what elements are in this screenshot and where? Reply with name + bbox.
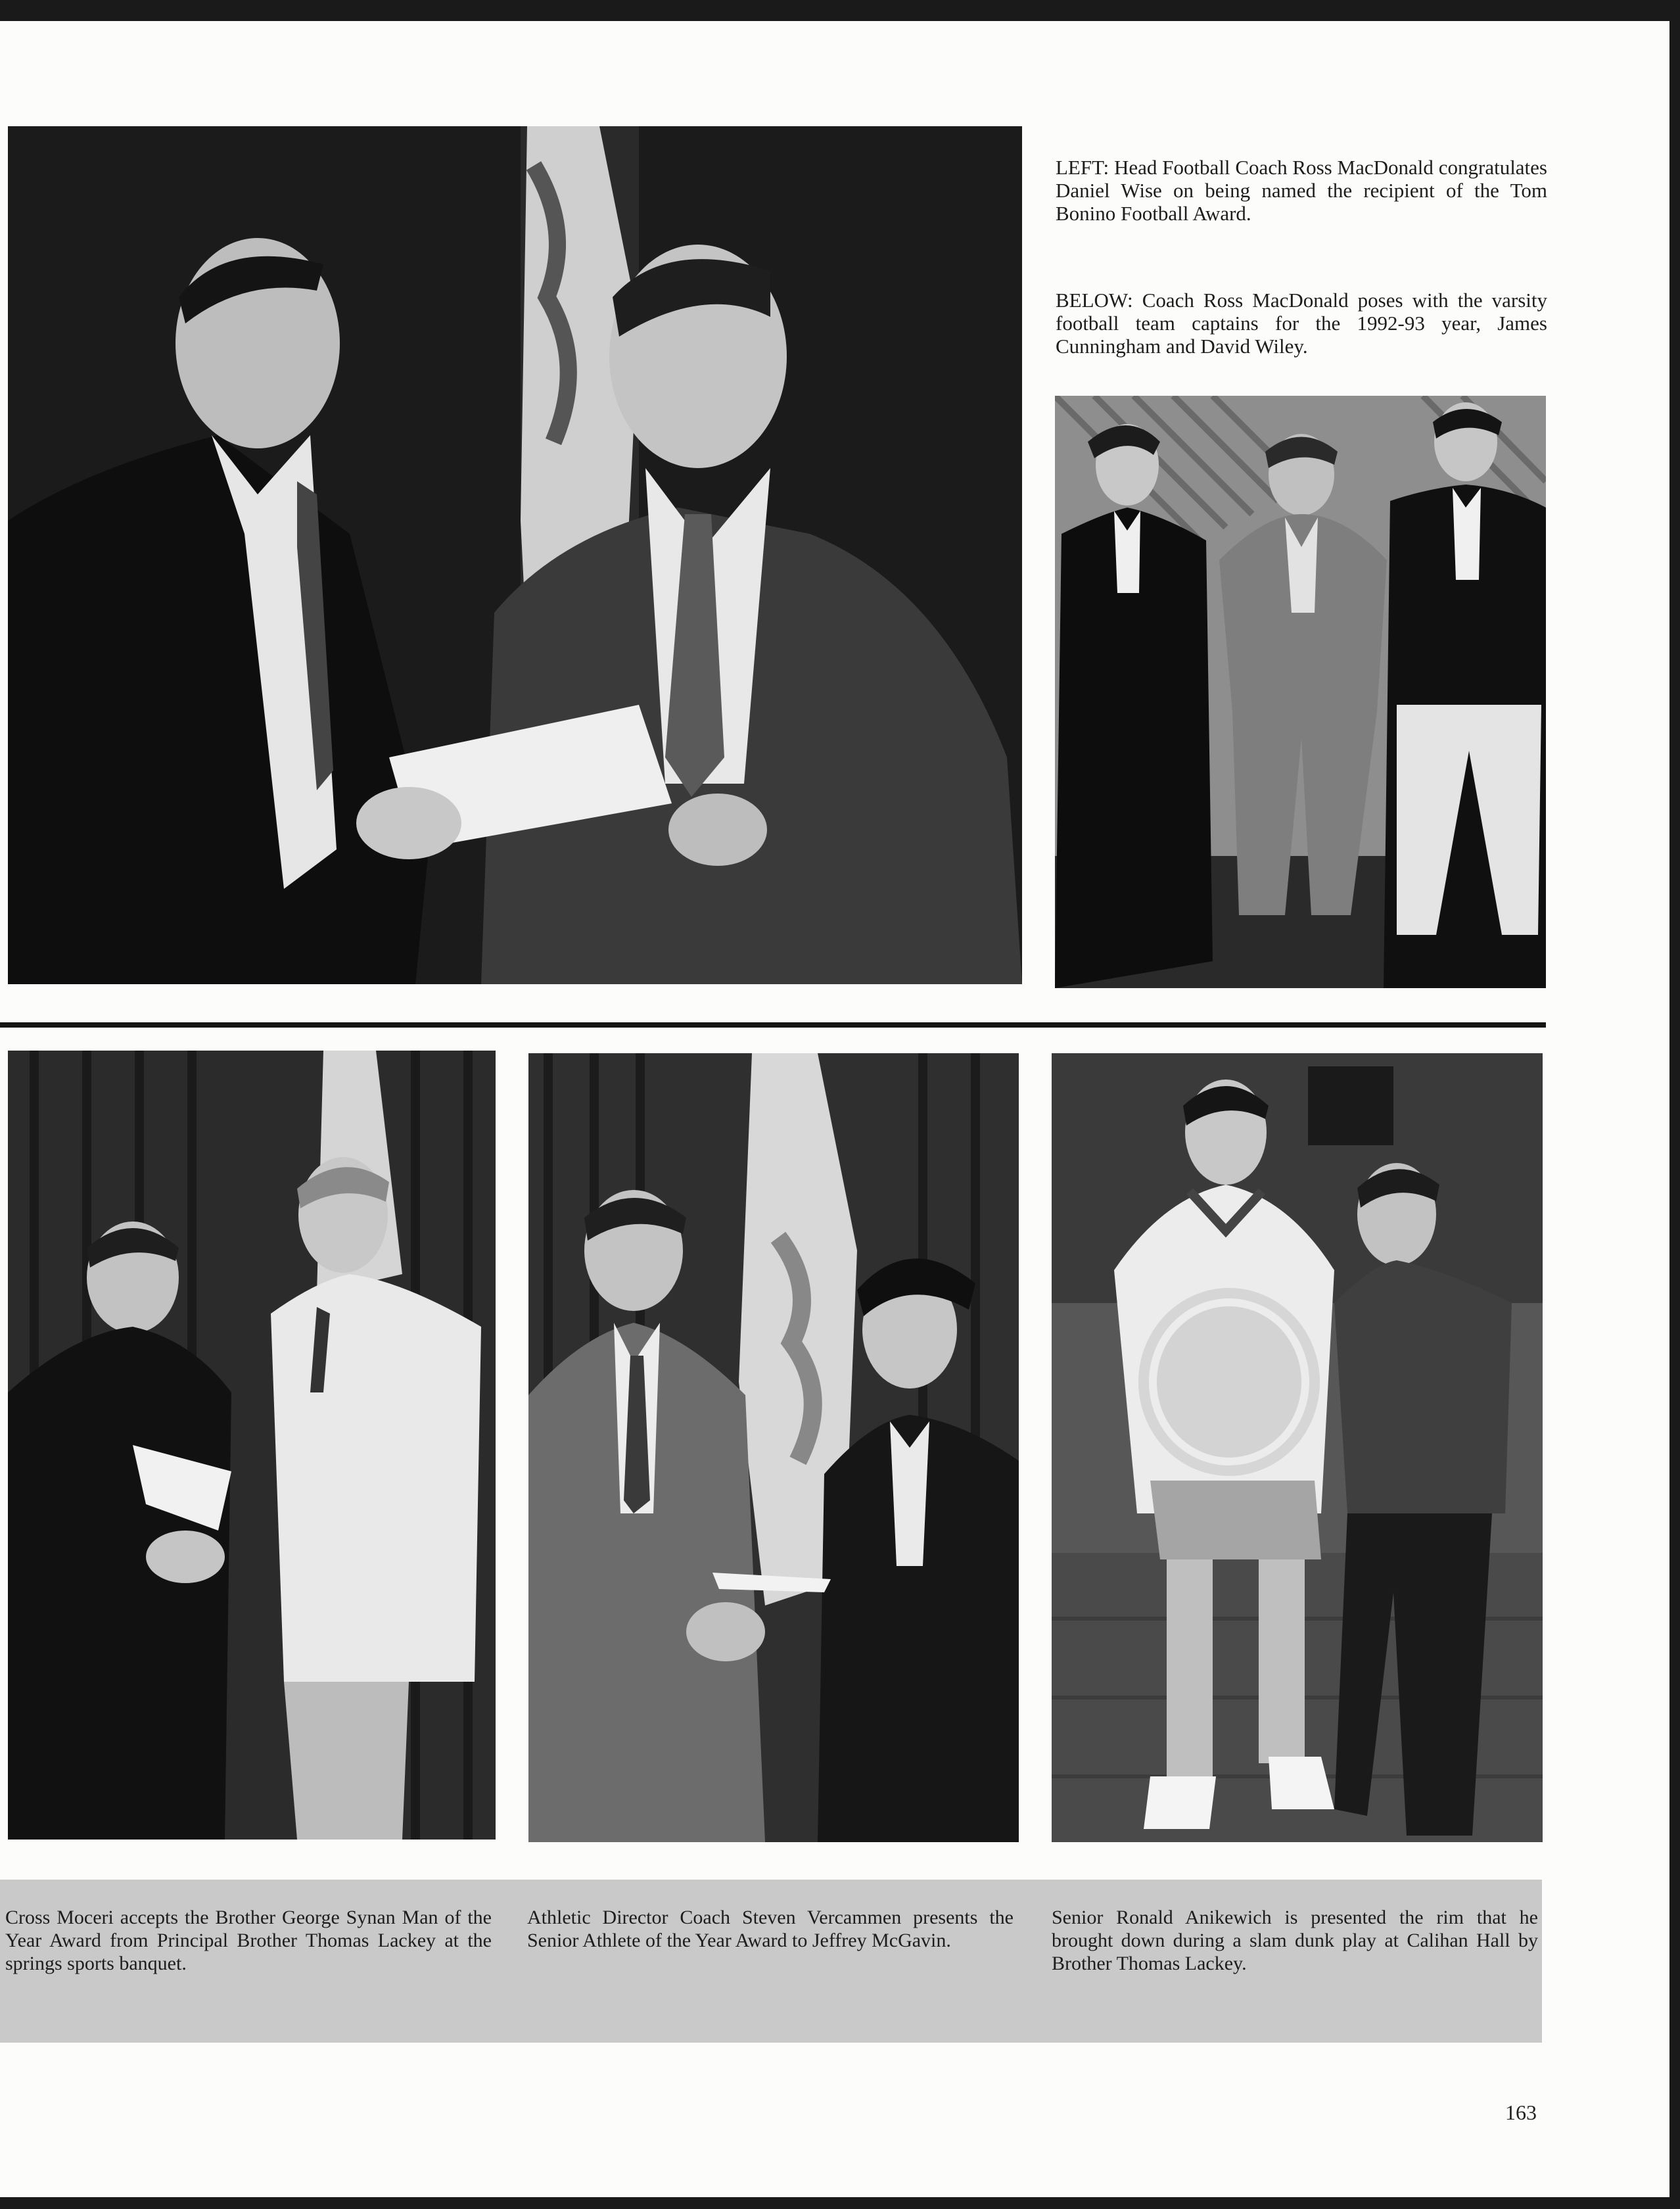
caption-band [0, 1880, 1542, 2043]
caption-left: LEFT: Head Football Coach Ross MacDonald congratulates Daniel Wise on being named the recipient of the Tom Bonino Football Award. [1056, 156, 1547, 225]
photo-senior-athlete-award [528, 1053, 1019, 1842]
photo-basketball-rim [1052, 1053, 1543, 1842]
photo-football-award [8, 126, 1022, 984]
section-divider [0, 1022, 1546, 1028]
caption-bottom-3: Senior Ronald Anikewich is presented the rim that he brought down during a slam dunk play at Calihan Hall by Brother Thomas Lackey. [1052, 1907, 1538, 1974]
caption-below: BELOW: Coach Ross MacDonald poses with the varsity football team captains for the 1992-93 year, James Cunningham and David Wiley. [1056, 289, 1547, 358]
photo-team-captains [1055, 396, 1546, 988]
photo-man-of-year-award [8, 1051, 496, 1840]
caption-bottom-1: Cross Moceri accepts the Brother George Synan Man of the Year Award from Principal Brother Thomas Lackey at the springs sports banquet. [5, 1907, 492, 1974]
page-number: 163 [1505, 2101, 1537, 2124]
caption-bottom-2: Athletic Director Coach Steven Vercammen presents the Senior Athlete of the Year Award to Jeffrey McGavin. [527, 1907, 1014, 1951]
yearbook-page [0, 21, 1669, 2197]
